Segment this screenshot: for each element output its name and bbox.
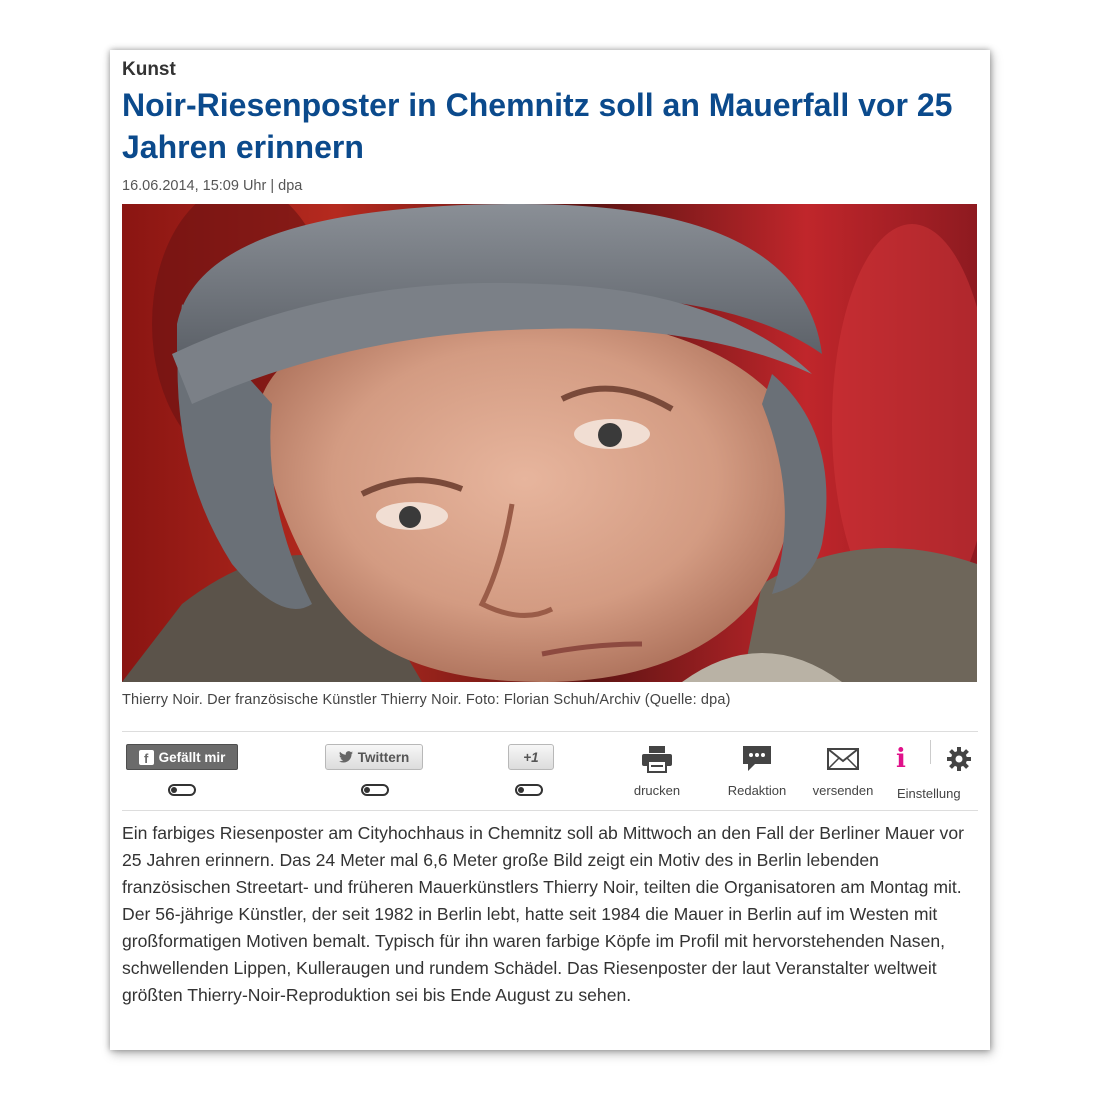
gplus-privacy-toggle[interactable] [515,784,543,796]
article-photo [122,204,977,682]
printer-icon [641,745,673,773]
article-headline: Noir-Riesenposter in Chemnitz soll an Mauerfall vor 25 Jahren erinnern [122,87,953,165]
photo-caption: Thierry Noir. Der französische Künstler Thierry Noir. Foto: Florian Schuh/Archiv (Quelle: dpa) [122,692,731,708]
envelope-icon [827,748,859,770]
toolbar-divider [930,740,931,764]
facebook-privacy-toggle[interactable] [168,784,196,796]
info-button[interactable] [890,740,912,778]
send-label: versenden [812,783,874,798]
twitter-tweet-button[interactable] [325,744,423,770]
twitter-tweet-label: Twittern [357,749,410,765]
article-body: Ein farbiges Riesenposter am Cityhochhaus in Chemnitz soll ab Mittwoch an den Fall der Berliner Mauer vor 25 Jahren erinnern. Das 24 Meter mal 6,6 Meter große Bild zeigt ein Motiv des in Berlin lebenden französischen Streetart- und früheren Mauerkünstlers Thierry Noir, teilten die Organisatoren am Montag mit. Der 56-jährige Künstler, der seit 1982 in Berlin lebt, hatte seit 1984 die Mauer in Berlin auf im Westen mit großformatigen Motiven bemalt. Typisch für ihn waren farbige Köpfe im Profil mit hervorstehenden Nasen, schwellenden Lippen, Kulleraugen und rundem Schädel. Das Riesenposter der laut Veranstalter weltweit größten Thierry-Noir-Reproduktion sei bis Ende August zu sehen. [122,823,964,1005]
article-category: Kunst [122,59,176,80]
gear-icon [947,747,971,771]
gplus-label: +1 [523,749,539,765]
speech-bubble-icon [741,744,773,774]
settings-button[interactable] [944,740,974,778]
redaktion-button[interactable] [718,740,796,798]
send-button[interactable] [804,740,882,798]
gplus-button[interactable] [508,744,554,770]
article-card [110,50,990,1050]
settings-label: Einstellung [897,786,961,801]
print-label: drucken [633,783,681,798]
twitter-privacy-toggle[interactable] [361,784,389,796]
facebook-like-label: Gefällt mir [158,749,226,765]
facebook-like-button[interactable] [126,744,238,770]
info-icon: i [896,744,906,774]
facebook-icon: f [139,750,154,765]
redaktion-label: Redaktion [727,783,787,798]
article-meta: 16.06.2014, 15:09 Uhr | dpa [122,178,303,194]
print-button[interactable] [622,740,692,798]
portrait-illustration [122,204,977,682]
share-toolbar [122,731,978,811]
twitter-bird-icon [339,751,353,763]
